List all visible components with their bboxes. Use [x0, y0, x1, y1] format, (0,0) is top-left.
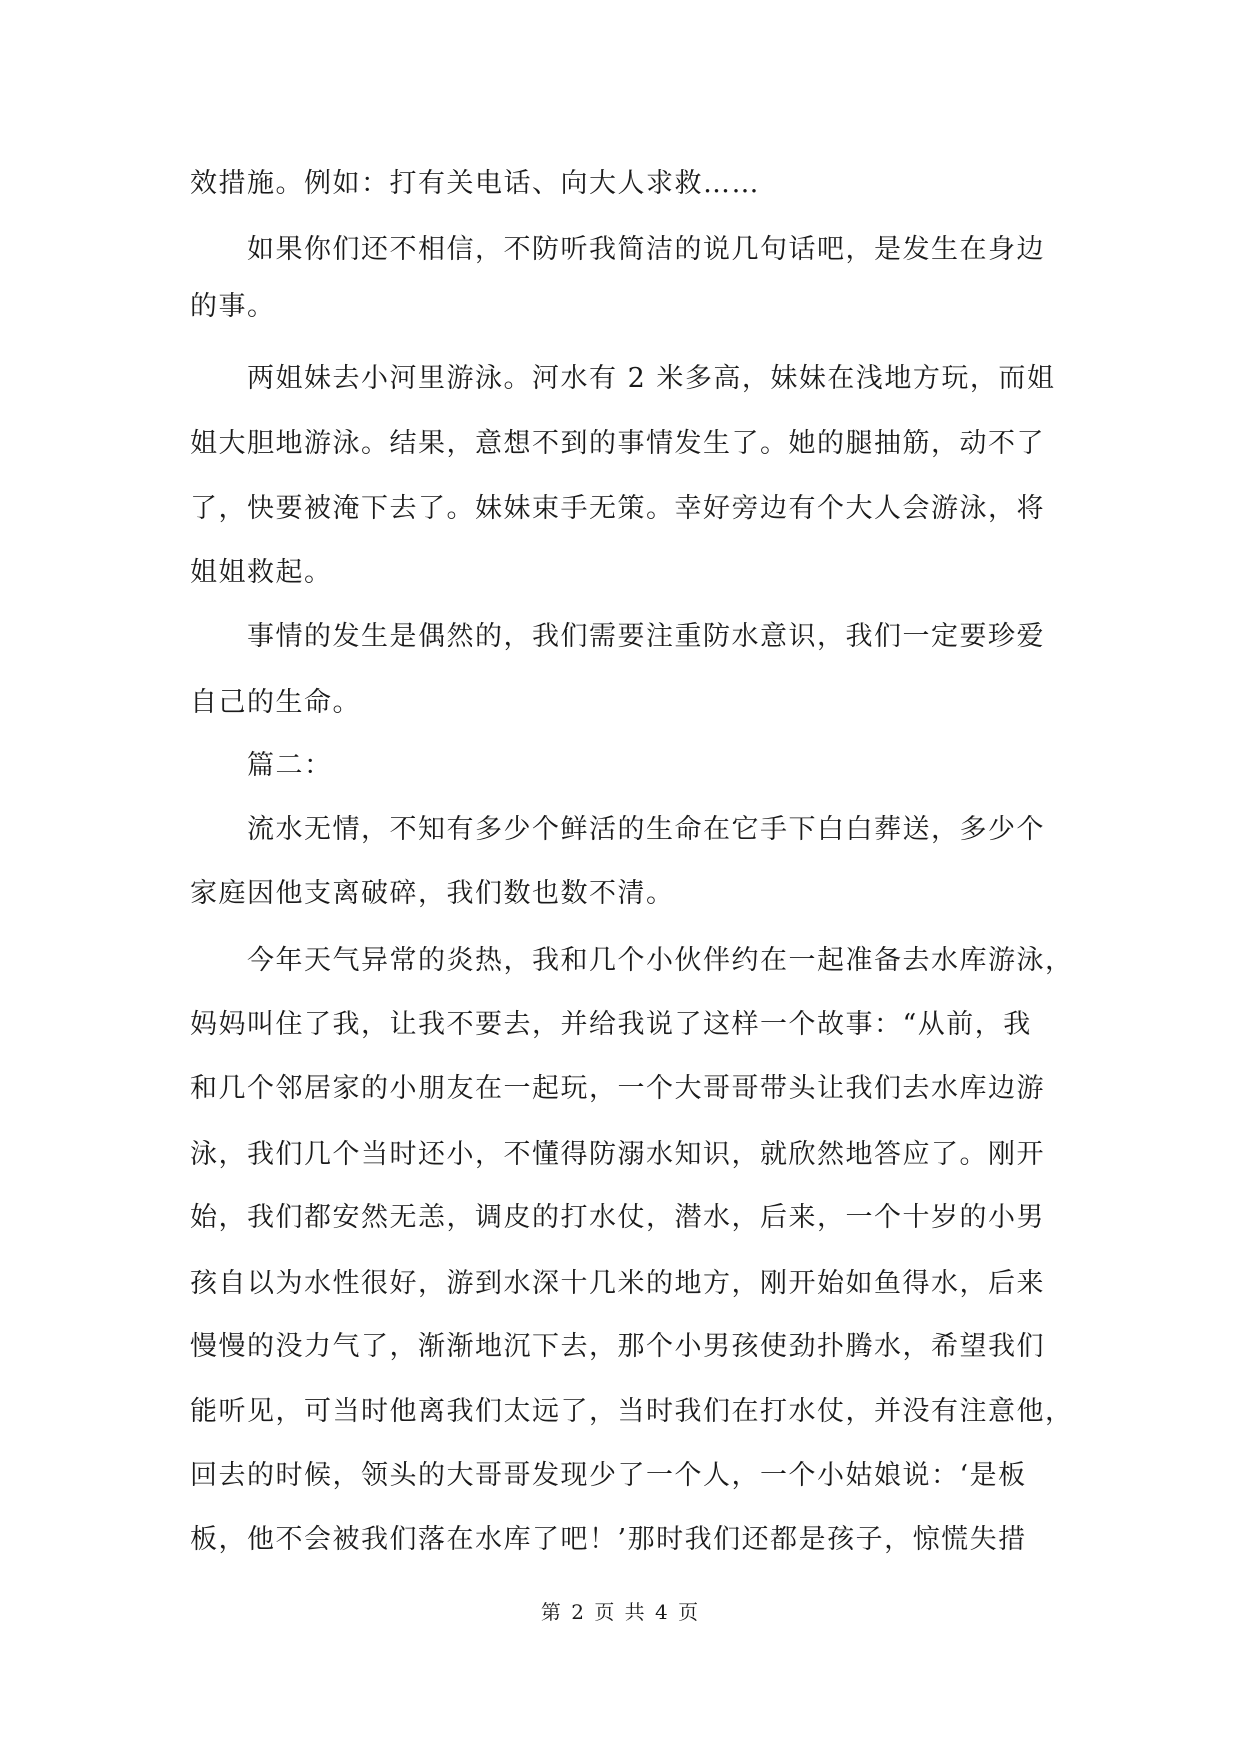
text-line: 回去的时候，领头的大哥哥发现少了一个人，一个小姑娘说：‘是板: [190, 1460, 1027, 1491]
text-line: 姐大胆地游泳。结果，意想不到的事情发生了。她的腿抽筋，动不了: [190, 428, 1045, 459]
text-line: 姐姐救起。: [190, 557, 333, 588]
text-line: 事情的发生是偶然的，我们需要注重防水意识，我们一定要珍爱: [190, 621, 1045, 652]
text-line: 了，快要被淹下去了。妹妹束手无策。幸好旁边有个大人会游泳，将: [190, 493, 1045, 524]
text-line: 的事。: [190, 291, 276, 322]
text-line: 泳，我们几个当时还小，不懂得防溺水知识，就欣然地答应了。刚开: [190, 1139, 1045, 1170]
text-line: 两姐妹去小河里游泳。河水有 2 米多高，妹妹在浅地方玩，而姐: [190, 363, 1056, 394]
page-number-footer: 第 2 页 共 4 页: [540, 1600, 701, 1624]
text-line: 和几个邻居家的小朋友在一起玩，一个大哥哥带头让我们去水库边游: [190, 1073, 1045, 1104]
text-line: 孩自以为水性很好，游到水深十几米的地方，刚开始如鱼得水，后来: [190, 1268, 1045, 1299]
text-line: 流水无情，不知有多少个鲜活的生命在它手下白白葬送，多少个: [190, 814, 1045, 845]
text-line: 始，我们都安然无恙，调皮的打水仗，潜水，后来，一个十岁的小男: [190, 1202, 1045, 1233]
text-line: 家庭因他支离破碎，我们数也数不清。: [190, 878, 675, 909]
text-line: 今年天气异常的炎热，我和几个小伙伴约在一起准备去水库游泳，: [190, 945, 1074, 976]
text-line: 慢慢的没力气了，渐渐地沉下去，那个小男孩使劲扑腾水，希望我们: [190, 1331, 1045, 1362]
text-line: 如果你们还不相信，不防听我简洁的说几句话吧，是发生在身边: [190, 234, 1045, 265]
text-line: 自己的生命。: [190, 687, 361, 718]
text-line: 板，他不会被我们落在水库了吧！’那时我们还都是孩子，惊慌失措: [190, 1524, 1027, 1555]
section-heading: 篇二：: [190, 750, 333, 781]
text-line: 妈妈叫住了我，让我不要去，并给我说了这样一个故事：“从前，我: [190, 1009, 1032, 1040]
text-line: 能听见，可当时他离我们太远了，当时我们在打水仗，并没有注意他，: [190, 1396, 1074, 1427]
text-line: 效措施。例如：打有关电话、向大人求救……: [190, 168, 760, 199]
